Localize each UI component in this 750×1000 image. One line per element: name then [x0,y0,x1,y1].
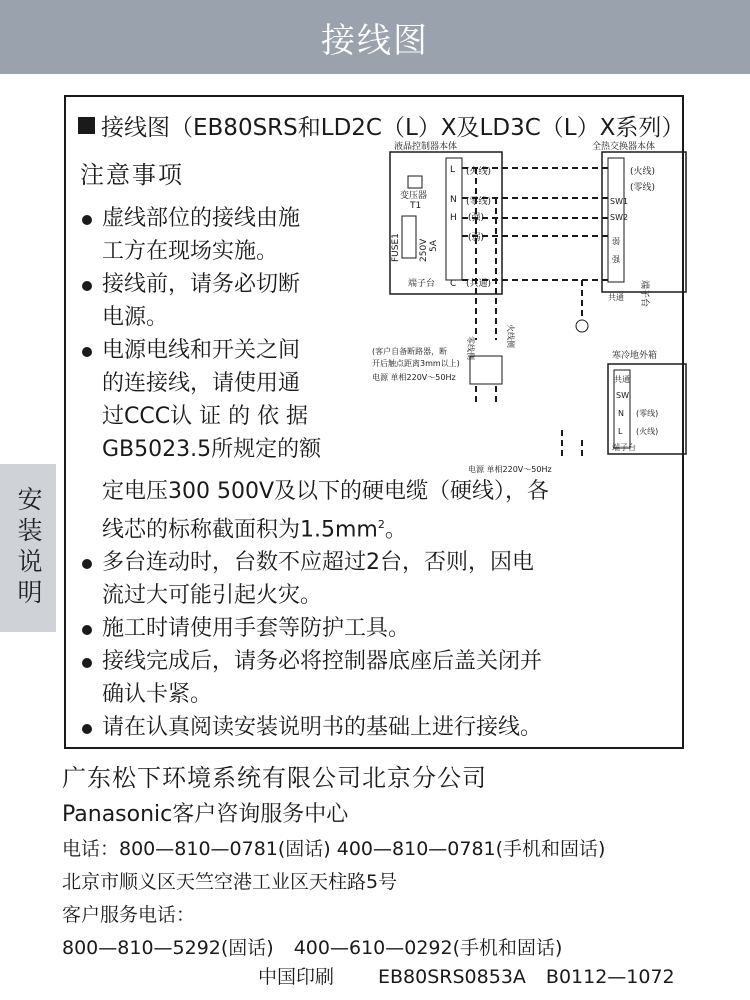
bullet-icon [82,281,92,291]
cold-terminal-label: 端子台 [612,443,636,452]
bullet-icon [82,658,92,668]
service-phone-numbers [62,933,702,960]
note-continuation: 电源。 [102,305,169,330]
cold-box-title: 寒冷地外箱 [612,351,658,361]
t1-label: T1 [410,201,422,211]
note-continuation: 定电压300 500V及以下的硬电缆（硬线），各 [102,479,550,504]
bullet-icon [82,724,92,734]
printed-in: 中国印刷 [258,966,335,988]
controller-common: (共通) [466,279,492,289]
neutral-side: 零线侧 [466,336,475,360]
footer [62,758,702,960]
bullet-icon [82,215,92,225]
controller-neutral-wire: (零线) [466,197,492,207]
note-item: 虚线部位的接线由施 [80,202,365,235]
transformer-label: 变压器 [400,191,428,201]
cold-neutral-wire: (零线) [636,409,659,418]
fire-side: 火线侧 [506,324,515,348]
breaker-note-1: (客户自备断路器，断 [372,347,448,356]
note-continuation: 线芯的标称截面积为$1.5mm^2$。 [102,517,407,543]
controller-terminal-label: 端子台 [408,279,436,289]
terminal-n: N [450,195,457,205]
terminal-c: C [450,279,457,289]
ground-icon [576,320,588,332]
terminal-l: L [450,165,456,175]
note-item: 接线完成后，请务必将控制器底座后盖关闭并 [80,645,680,678]
note-item: 施工时请使用手套等防护工具。 [80,612,680,645]
breaker-note-2: 开后触点距离3mm以上) [372,359,460,368]
page-title: 接线图 [321,20,429,61]
terminal-h: H [450,213,457,223]
controller-fire-wire: (火线) [466,167,492,177]
field-wiring [462,168,608,460]
side-tab-label: 安装说明 [14,486,43,610]
breaker-icon [470,356,502,384]
exchanger-sw1: SW1 [610,197,629,206]
phone-line: 电话：800—810—0781(固话) 400—810—0781(手机和固话) [62,838,606,860]
fuse-label: FUSE1 [391,233,401,262]
exchanger-common: 共通 [608,293,624,302]
address-line: 北京市顺义区天竺空港工业区天柱路5号 [62,871,398,893]
service-phone-2: 400—610—0292(手机和固话) [293,937,563,959]
note-continuation: 的连接线，请使用通 [102,371,301,396]
header-bar [0,0,750,74]
exchanger-strong: 强 [612,255,620,264]
power-label: 电源 单相220V～50Hz [372,373,456,382]
exchanger-weak: 弱 [612,237,620,246]
cold-sw: SW [616,391,629,400]
note-continuation: 过CCC认 证 的 依 据 [102,404,309,429]
note-item: 多台连动时，台数不应超过2台，否则，因电 [80,546,680,579]
note-continuation: 流过大可能引起火灾。 [102,583,323,609]
side-tab [0,464,56,632]
service-phone-1: 800—810—5292(固话) [62,937,274,959]
print-info [258,962,675,989]
cold-n: N [618,409,624,418]
exchanger-sw2: SW2 [610,213,629,222]
notes-heading: 注意事项 [80,161,184,189]
power-bottom-label: 电源 单相220V～50Hz [468,465,552,474]
cold-fire-wire: (火线) [636,427,659,436]
product-code: EB80SRS0853A [378,966,526,988]
note-item: 电源电线和开关之间 [80,334,365,367]
bullet-icon [82,559,92,569]
exchanger-fire-wire: (火线) [630,167,656,177]
controller-strong: (强) [468,213,485,223]
controller-weak: (弱) [468,233,485,243]
service-center: Panasonic客户咨询服务中心 [62,802,349,827]
note-item: 接线前，请务必切断 [80,268,365,301]
bullet-icon [82,347,92,357]
exchanger-title: 全热交换器本体 [592,142,656,152]
box-title-text: 接线图（EB80SRS和LD2C（L）X及LD3C（L）X系列） [101,115,685,141]
cold-common: 共通 [614,375,630,384]
note-continuation: 工方在现场实施。 [102,239,279,264]
wiring-diagram [372,140,692,480]
bullet-icon [82,625,92,635]
square-bullet-icon [78,117,95,134]
fuse-amp: 5A [429,240,439,252]
notes-list-bottom [80,475,680,744]
batch-code: B0112—1072 [545,966,675,988]
note-continuation: GB5023.5所规定的额 [102,437,322,462]
cold-l: L [618,427,623,436]
wiring-diagram-svg [372,140,692,480]
company-name: 广东松下环境系统有限公司北京分公司 [62,764,487,792]
service-phone-label: 客户服务电话： [62,904,196,926]
controller-title: 液晶控制器本体 [394,142,458,152]
exchanger-terminal-label: 端子台 [639,280,649,308]
transformer-icon [408,176,422,188]
fuse-icon [402,216,416,258]
notes-list-top [80,202,365,466]
note-item: 请在认真阅读安装说明书的基础上进行接线。 [80,711,680,744]
fuse-rating: 250V [419,238,429,262]
note-continuation: 确认卡紧。 [102,682,213,708]
exchanger-neutral-wire: (零线) [630,183,656,193]
box-title [78,109,684,142]
